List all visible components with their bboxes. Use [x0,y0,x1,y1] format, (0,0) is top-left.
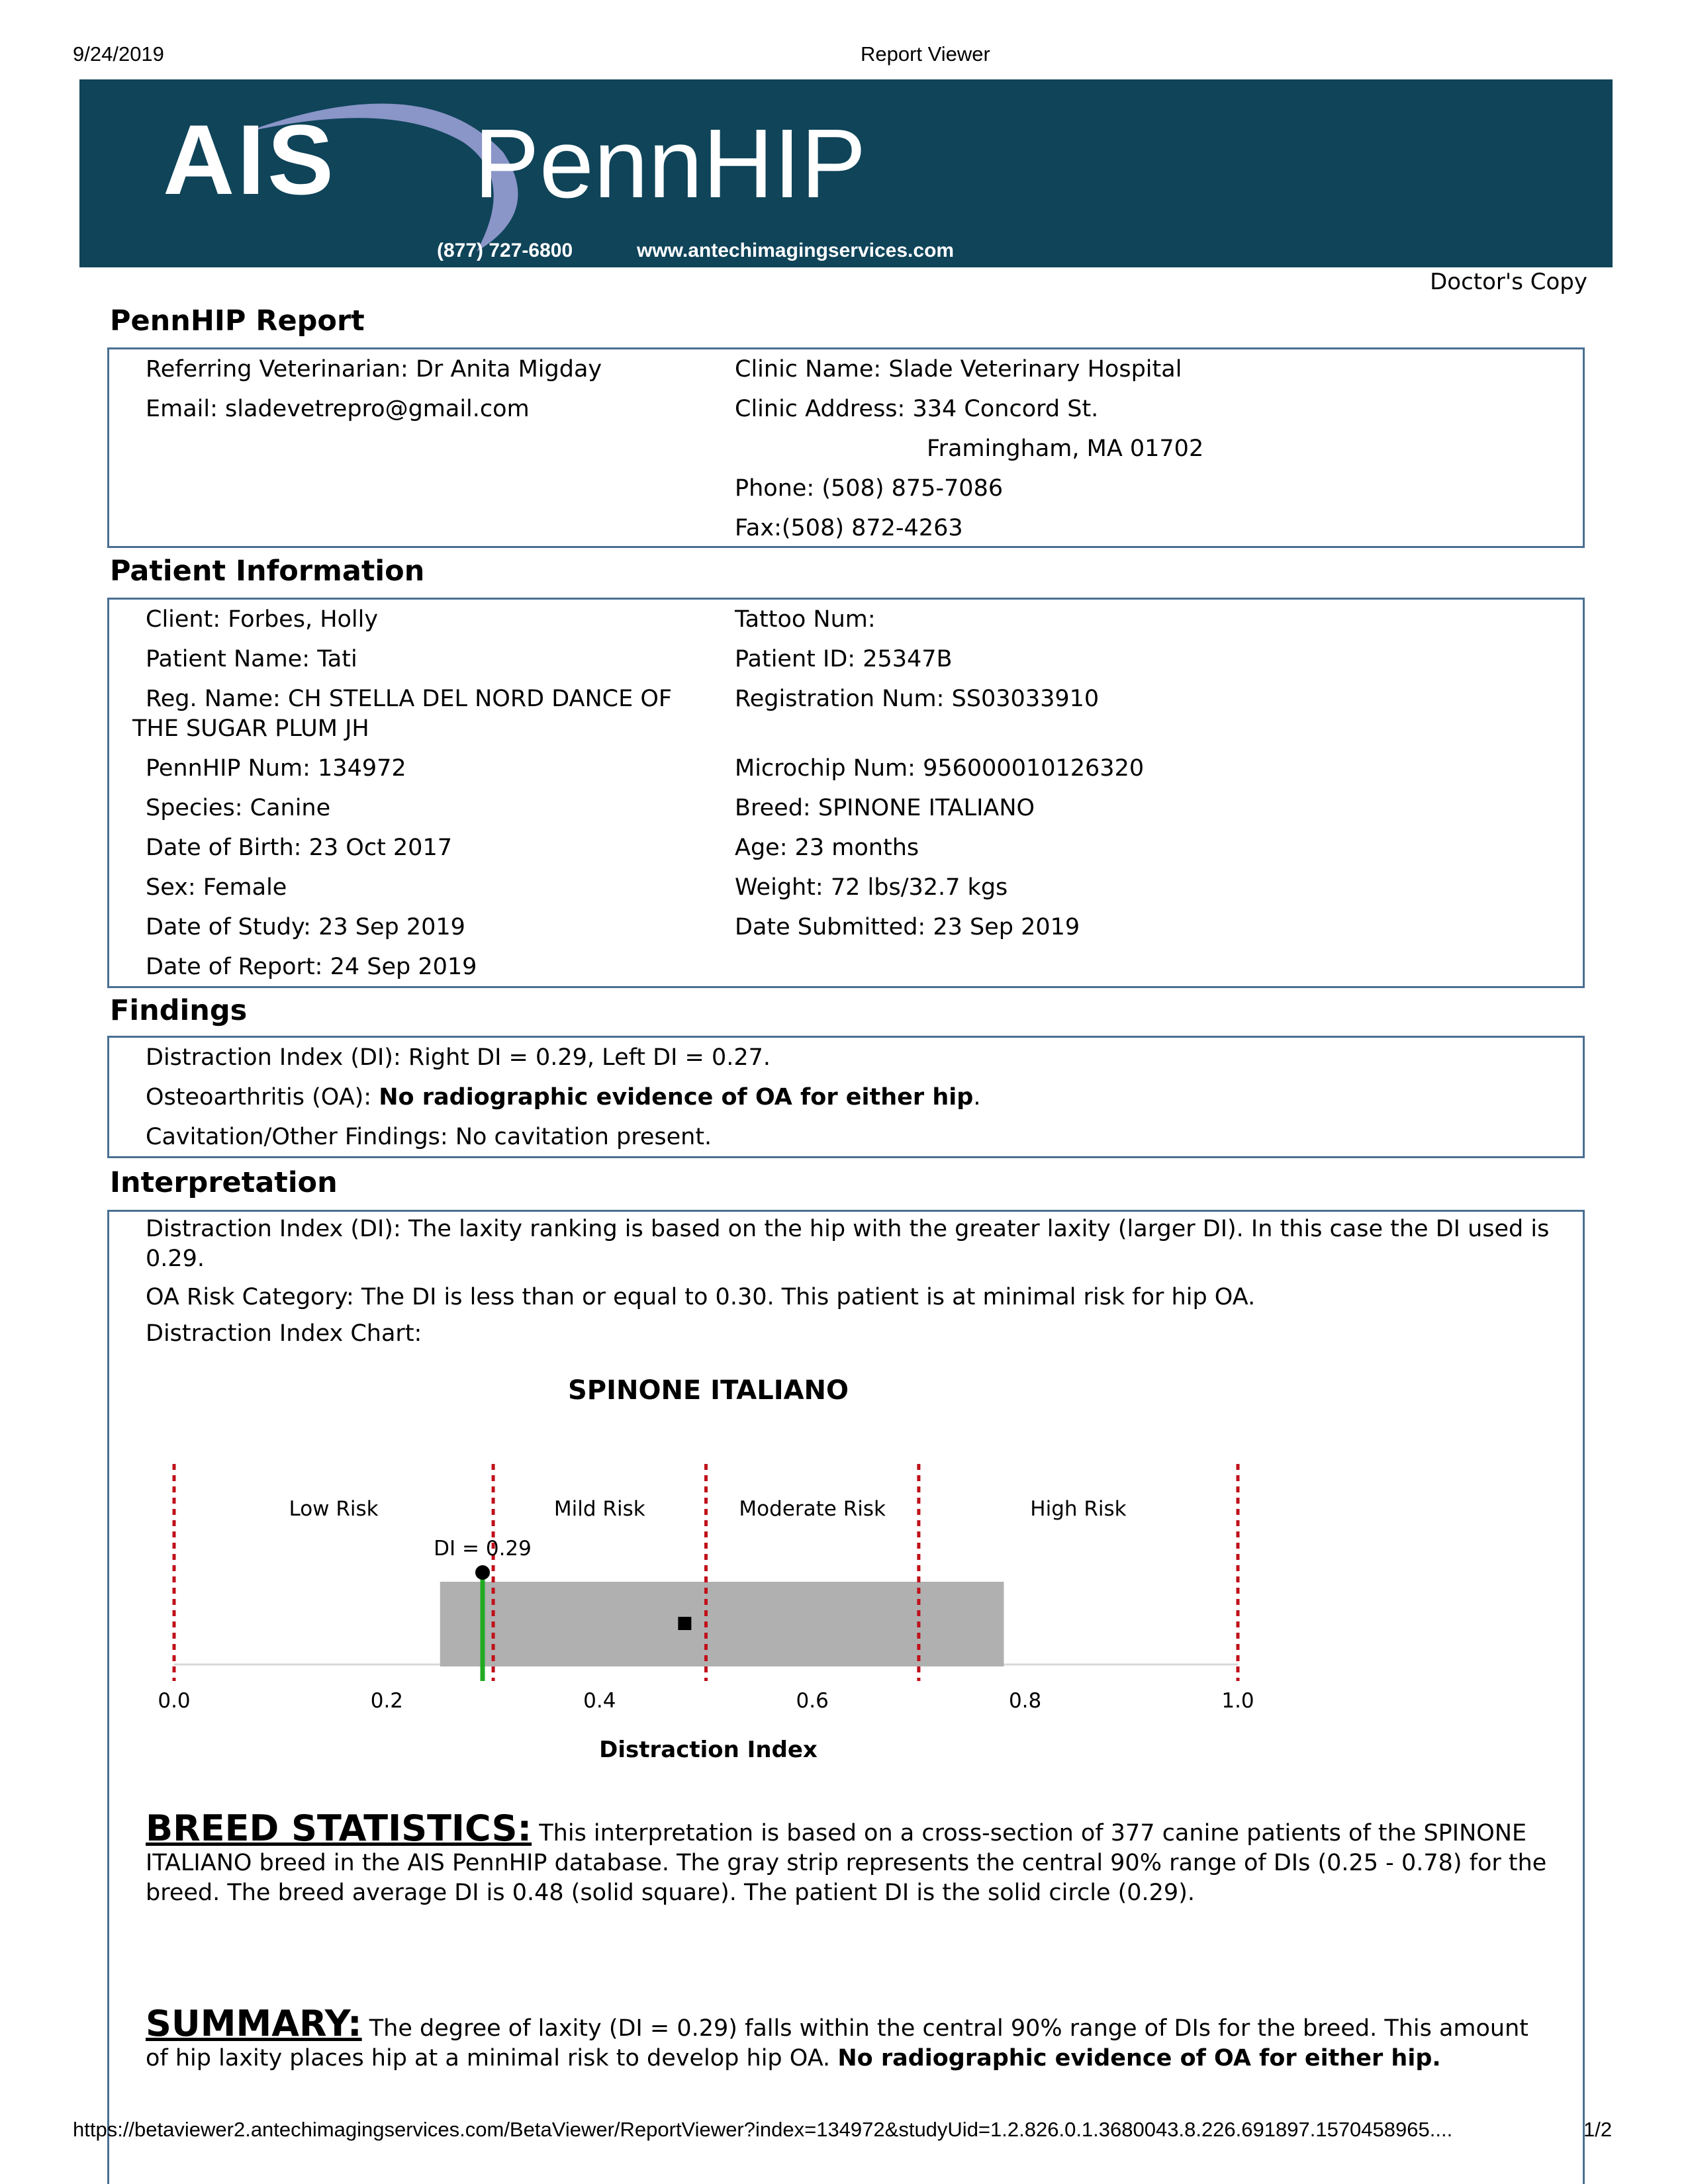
x-tick-label-2: 0.4 [583,1689,616,1713]
clinic-name-label: Clinic Name: [735,356,882,383]
footer-page-number: 1/2 [1583,2118,1613,2141]
patient-id-label: Patient ID: [735,646,856,672]
clinic-address-line2: Framingham, MA 01702 [927,435,1204,462]
breed-label: Breed: [735,795,811,821]
x-tick-label-4: 0.8 [1008,1689,1042,1713]
referring-vet-label: Referring Veterinarian: [146,356,408,383]
sex-value: Female [203,874,287,901]
banner-url: www.antechimagingservices.com [637,240,955,261]
interpretation-di-paragraph: Distraction Index (DI): The laxity ranking is based on the hip with the greater laxity (larger DI). In this case the DI used is 0.29. [146,1216,1550,1272]
summary-bold-text: No radiographic evidence of OA for either hip. [837,2045,1441,2071]
risk-zone-label-0: Low Risk [289,1497,379,1521]
findings-oa-period: . [973,1084,981,1111]
client-field [146,606,378,633]
patient-name-field [146,646,357,672]
weight-value: 72 lbs/32.7 kgs [830,874,1008,901]
date-submitted-value: 23 Sep 2019 [933,914,1080,940]
date-of-report-value: 24 Sep 2019 [330,954,477,980]
patient-name-label: Patient Name: [146,646,310,672]
patient-di-label: DI = 0.29 [434,1537,532,1561]
age-label: Age: [735,835,788,861]
date-of-study-value: 23 Sep 2019 [318,914,465,940]
clinic-phone-value: (508) 875-7086 [821,475,1004,502]
patient-di-marker [475,1565,490,1580]
reg-name-label: Reg. Name: [146,686,281,712]
clinic-phone-label: Phone: [735,475,815,502]
breed-statistics-text: This interpretation is based on a cross-section of 377 canine patients of the SPINONE ITALIANO breed in the AIS PennHIP database. The gray strip represents the central 90% range of DIs (0.25 - 0.78) for the breed. The breed average DI is 0.48 (solid square). The patient DI is the solid circle (0.29). [146,1820,1547,1906]
interpretation-section-title: Interpretation [110,1166,338,1199]
clinic-address-line1: 334 Concord St. [912,396,1099,422]
clinic-name-field [735,356,1182,383]
referring-vet-value: Dr Anita Migday [415,356,602,383]
microchip-label: Microchip Num: [735,755,915,782]
pennhip-logo-text: PennHIP [474,109,867,218]
interpretation-risk-line: OA Risk Category: The DI is less than or equal to 0.30. This patient is at minimal risk for hip OA. [146,1284,1256,1310]
referring-vet-field [146,356,602,383]
date-submitted-field [735,914,1080,940]
chart-svg [132,1363,1324,1774]
ais-logo-text: AIS [163,104,337,215]
x-tick-label-1: 0.2 [370,1689,404,1713]
email-label: Email: [146,396,218,422]
reg-name-value-line1: CH STELLA DEL NORD DANCE OF [287,686,673,712]
breed-average-marker [678,1617,691,1630]
date-of-report-field [146,954,477,980]
date-of-study-field [146,914,465,940]
distraction-index-chart [132,1363,1324,1774]
breed-value: SPINONE ITALIANO [818,795,1035,821]
risk-zone-label-2: Moderate Risk [739,1497,886,1521]
summary-heading: SUMMARY: [146,2003,362,2044]
ais-pennhip-banner [79,79,1613,267]
reg-name-field [146,686,672,712]
x-tick-label-0: 0.0 [158,1689,191,1713]
findings-oa-line [146,1084,980,1111]
pennhip-num-field [146,755,406,782]
age-value: 23 months [794,835,919,861]
risk-zone-label-1: Mild Risk [553,1497,645,1521]
findings-oa-value: No radiographic evidence of OA for either hip [379,1084,974,1111]
date-submitted-label: Date Submitted: [735,914,926,940]
client-label: Client: [146,606,221,633]
dob-label: Date of Birth: [146,835,302,861]
summary-text: The degree of laxity (DI = 0.29) falls within the central 90% range of DIs for the breed. This amount of hip laxity places hip at a minimal risk to develop hip OA. [146,2015,1529,2071]
email-value: sladevetrepro@gmail.com [225,396,530,422]
microchip-field [735,755,1144,782]
patient-name-value: Tati [317,646,357,672]
registration-label: Registration Num: [735,686,945,712]
species-field [146,795,330,821]
risk-zone-label-3: High Risk [1030,1497,1127,1521]
breed-statistics-heading: BREED STATISTICS: [146,1807,532,1849]
x-axis-title: Distraction Index [599,1737,818,1763]
pennhip-num-value: 134972 [318,755,406,782]
clinic-address-field [735,396,1098,422]
date-of-report-label: Date of Report: [146,954,323,980]
x-tick-label-3: 0.6 [796,1689,829,1713]
breed-field [735,795,1035,821]
chart-title: SPINONE ITALIANO [567,1375,849,1406]
sex-field [146,874,287,901]
microchip-value: 956000010126320 [923,755,1145,782]
findings-cavitation-line: Cavitation/Other Findings: No cavitation present. [146,1124,712,1150]
dob-field [146,835,452,861]
species-label: Species: [146,795,243,821]
breed-statistics-paragraph [146,1807,1556,1908]
age-field [735,835,919,861]
clinic-phone-field [735,475,1003,502]
print-title: Report Viewer [861,42,990,66]
pennhip-num-label: PennHIP Num: [146,755,310,782]
findings-section-title: Findings [110,994,248,1027]
patient-section-title: Patient Information [110,555,425,588]
species-value: Canine [250,795,331,821]
registration-value: SS03033910 [951,686,1100,712]
clinic-address-label: Clinic Address: [735,396,906,422]
registration-field [735,686,1099,712]
sex-label: Sex: [146,874,196,901]
reg-name-value-line2: THE SUGAR PLUM JH [132,715,369,742]
footer-url: https://betaviewer2.antechimagingservices.com/BetaViewer/ReportViewer?index=134972&studyUid=1.2.826.0.1.3680043.8.226.691897.1570458965.... [73,2118,1453,2141]
clinic-fax-field: Fax:(508) 872-4263 [735,515,963,541]
tattoo-field: Tattoo Num: [735,606,876,633]
findings-oa-label: Osteoarthritis (OA): [146,1084,372,1111]
banner-phone: (877) 727-6800 [437,240,573,261]
dob-value: 23 Oct 2017 [308,835,452,861]
chart-intro-label: Distraction Index Chart: [146,1320,422,1347]
email-field [146,396,530,422]
date-of-study-label: Date of Study: [146,914,311,940]
clinic-name-value: Slade Veterinary Hospital [888,356,1182,383]
weight-label: Weight: [735,874,823,901]
print-date: 9/24/2019 [73,42,164,66]
patient-id-field [735,646,953,672]
patient-id-value: 25347B [863,646,953,672]
findings-di-line: Distraction Index (DI): Right DI = 0.29, Left DI = 0.27. [146,1044,771,1071]
weight-field [735,874,1008,901]
doctors-copy-label: Doctor's Copy [1430,269,1587,295]
client-value: Forbes, Holly [228,606,379,633]
summary-paragraph [146,2003,1556,2073]
report-section-title: PennHIP Report [110,304,365,338]
x-tick-label-5: 1.0 [1221,1689,1254,1713]
